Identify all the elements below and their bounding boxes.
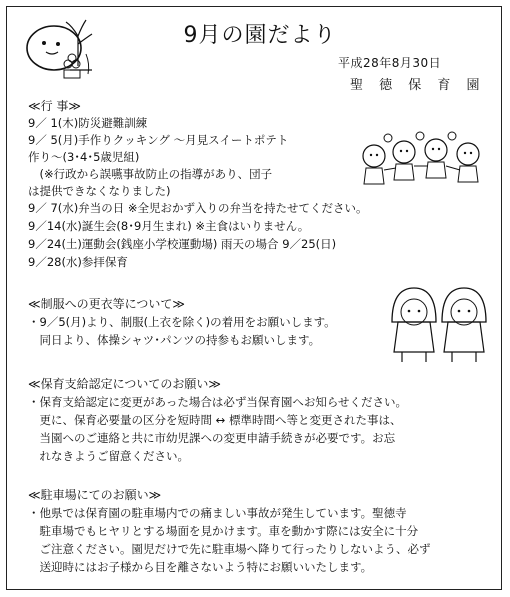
parking-line: 送迎時にはお子様から目を離さないよう特にお願いいたします。 (28, 560, 373, 574)
certification-line: れなきようご留意ください。 (28, 449, 189, 463)
event-line: 9／28(水)参拝保育 (28, 255, 128, 269)
event-line: 9／ 1(木)防災避難訓練 (28, 116, 148, 130)
certification-line: 更に、保育必要量の区分を短時間 ↔ 標準時間へ等と変更された事は、 (28, 413, 402, 427)
certification-line: 当園へのご連絡と共に市幼児課への変更申請手続きが必要です。お忘 (28, 431, 396, 445)
hooded-children-illustration (384, 282, 494, 364)
event-line: (※行政から誤嚥事故防止の指導があり、団子 (28, 167, 273, 181)
page-title: 9月の園だより (183, 23, 337, 48)
event-line: 9／ 5(月)手作りクッキング ～月見スイートポテト (28, 133, 289, 147)
uniform-heading: ≪制服への更衣等について≫ (28, 297, 185, 311)
events-heading: ≪行 事≫ (28, 99, 81, 113)
event-line: 9／14(水)誕生会(8･9月生まれ) ※主食はいりません。 (28, 219, 310, 233)
organization-name: 聖 徳 保 育 園 (350, 78, 486, 93)
certification-line: ・保育支給認定に変更があった場合は必ず当保育園へお知らせください。 (28, 395, 408, 409)
parking-line: ・他県では保育園の駐車場内での痛ましい事故が発生しています。聖徳寺 (28, 506, 407, 520)
event-line: は提供できなくなりました) (28, 184, 171, 198)
event-line: 作り～(3･4･5歳児組) (28, 150, 140, 164)
parking-line: 駐車場でもヒヤリとする場面を見かけます。車を動かす際には安全に十分 (28, 524, 419, 538)
moon-viewing-illustration (20, 14, 110, 84)
uniform-line: ・9／5(月)より、制服(上衣を除く)の着用をお願いします。 (28, 315, 336, 329)
parking-line: ご注意ください。園児だけで先に駐車場へ降りて行ったりしないよう、必ず (28, 542, 431, 556)
event-line: 9／ 7(水)弁当の日 ※全児おかず入りの弁当を持たせてください。 (28, 201, 368, 215)
issue-date: 平成28年8月30日 (338, 56, 442, 70)
uniform-line: 同日より、体操シャツ･パンツの持参もお願いします。 (28, 333, 321, 347)
certification-heading: ≪保育支給認定についてのお願い≫ (28, 377, 221, 391)
parking-heading: ≪駐車場にてのお願い≫ (28, 488, 162, 502)
event-line: 9／24(土)運動会(銭座小学校運動場) 雨天の場合 9／25(日) (28, 237, 337, 251)
children-flowers-illustration (358, 130, 498, 192)
